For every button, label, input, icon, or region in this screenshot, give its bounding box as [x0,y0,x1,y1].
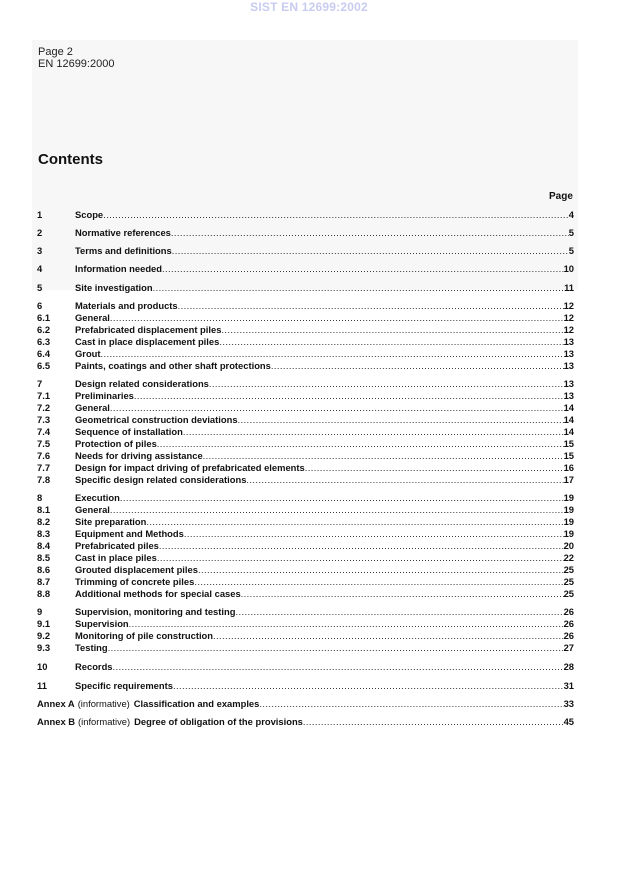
annex-type: (informative) [78,716,131,727]
toc-number: 7.6 [37,450,51,461]
toc-leader-dots [194,576,563,588]
toc-page-number: 25 [563,588,574,599]
toc-title: Specific requirements [75,680,173,691]
toc-page-number: 13 [563,360,574,371]
toc-number: 6.1 [37,312,51,323]
toc-number: 9.3 [37,642,51,653]
toc-leader-dots [213,630,564,642]
toc-title: Materials and products [75,300,178,311]
toc-number: 7.5 [37,438,51,449]
toc-entry[interactable] [37,426,574,438]
toc-page-number: 15 [563,450,574,461]
toc-title: Information needed [75,263,162,274]
toc-number: 8.6 [37,564,51,575]
toc-entry[interactable] [37,564,574,576]
toc-number: 8 [37,492,43,503]
annex-entry[interactable] [37,698,574,710]
toc-page-number: 5 [568,245,574,256]
toc-entry[interactable] [37,552,574,564]
toc-page-number: 5 [568,227,574,238]
toc-number: 7.7 [37,462,51,473]
toc-title: Specific design related considerations [75,474,247,485]
toc-page-number: 25 [563,564,574,575]
toc-leader-dots [246,474,563,486]
toc-page-number: 13 [563,378,574,389]
toc-title: Site preparation [75,516,147,527]
toc-entry[interactable] [37,227,574,239]
toc-leader-dots [134,390,564,402]
toc-entry[interactable] [37,540,574,552]
toc-number: 1 [37,209,43,220]
toc-page-number: 19 [563,492,574,503]
annex-title: Degree of obligation of the provisions [134,716,303,727]
toc-page-number: 27 [563,642,574,653]
toc-number: 3 [37,245,43,256]
toc-leader-dots [162,263,564,275]
toc-title: Protection of piles [75,438,157,449]
toc-title: Geometrical construction deviations [75,414,238,425]
toc-leader-dots [146,516,563,528]
annex-label: Annex A [37,698,75,709]
toc-title: Terms and definitions [75,245,172,256]
toc-title: Sequence of installation [75,426,183,437]
toc-title: Paints, coatings and other shaft protections [75,360,271,371]
toc-leader-dots [203,450,564,462]
toc-leader-dots [103,209,569,221]
toc-number: 8.7 [37,576,51,587]
annex-entry[interactable] [37,716,574,728]
toc-entry[interactable] [37,630,574,642]
toc-entry[interactable] [37,336,574,348]
toc-page-number: 26 [563,606,574,617]
toc-title: Needs for driving assistance [75,450,203,461]
toc-entry[interactable] [37,300,574,312]
toc-entry[interactable] [37,661,574,673]
toc-leader-dots [153,282,564,294]
toc-leader-dots [235,606,563,618]
toc-entry[interactable] [37,312,574,324]
toc-number: 7 [37,378,43,389]
toc-page-number: 26 [563,630,574,641]
toc-leader-dots [120,492,564,504]
toc-page-number: 20 [563,540,574,551]
toc-leader-dots [157,552,564,564]
toc-entry[interactable] [37,402,574,414]
toc-leader-dots [219,336,563,348]
toc-leader-dots [238,414,564,426]
toc-title: Prefabricated displacement piles [75,324,222,335]
toc-title: General [75,402,110,413]
toc-title: General [75,312,110,323]
toc-number: 9 [37,606,43,617]
toc-leader-dots [172,245,569,257]
toc-page-number: 11 [564,282,574,293]
toc-leader-dots [183,426,564,438]
toc-leader-dots [171,227,569,239]
toc-page-number: 22 [563,552,574,563]
toc-number: 6.5 [37,360,51,371]
toc-page-number: 26 [563,618,574,629]
toc-page-number: 12 [563,300,574,311]
toc-entry[interactable] [37,360,574,372]
toc-entry[interactable] [37,606,574,618]
toc-entry[interactable] [37,618,574,630]
toc-number: 6.2 [37,324,51,335]
toc-leader-dots [110,402,564,414]
toc-leader-dots [271,360,564,372]
toc-entry[interactable] [37,348,574,360]
toc-entry[interactable] [37,642,574,654]
toc-entry[interactable] [37,504,574,516]
toc-entry[interactable] [37,450,574,462]
toc-entry[interactable] [37,528,574,540]
toc-entry[interactable] [37,378,574,390]
toc-number: 7.1 [37,390,51,401]
toc-entry[interactable] [37,209,574,221]
page-title: Contents [38,151,103,168]
toc-entry[interactable] [37,263,574,275]
toc-number: 9.1 [37,618,51,629]
toc-page-number: 12 [563,324,574,335]
toc-page-number: 19 [563,516,574,527]
annex-title: Classification and examples [133,698,260,709]
toc-title: Supervision, monitoring and testing [75,606,236,617]
toc-number: 7.2 [37,402,51,413]
toc-title: Monitoring of pile construction [75,630,214,641]
toc-title: Scope [75,209,104,220]
toc-leader-dots [259,698,563,710]
toc-number: 11 [37,680,47,691]
toc-entry[interactable] [37,576,574,588]
toc-number: 8.5 [37,552,51,563]
toc-title: Normative references [75,227,171,238]
toc-entry[interactable] [37,516,574,528]
toc-number: 9.2 [37,630,51,641]
toc-page-number: 14 [563,426,574,437]
toc-page-number: 19 [563,528,574,539]
toc-entry[interactable] [37,680,574,692]
toc-entry[interactable] [37,245,574,257]
toc-entry[interactable] [37,390,574,402]
toc-title: Cast in place piles [75,552,157,563]
toc-page-number: 15 [563,438,574,449]
toc-leader-dots [157,438,564,450]
toc-entry[interactable] [37,438,574,450]
toc-title: Supervision [75,618,129,629]
toc-entry[interactable] [37,324,574,336]
toc-title: Site investigation [75,282,153,293]
toc-leader-dots [173,680,564,692]
toc-entry[interactable] [37,492,574,504]
toc-page-number: 25 [563,576,574,587]
toc-entry[interactable] [37,414,574,426]
toc-leader-dots [184,528,564,540]
toc-leader-dots [110,504,564,516]
toc-title: Design for impact driving of prefabricated elements [75,462,305,473]
toc-number: 6 [37,300,43,311]
toc-page-number: 31 [563,680,574,691]
toc-leader-dots [113,661,564,673]
annex-page-number: 45 [563,716,574,727]
toc-number: 8.2 [37,516,51,527]
toc-title: Prefabricated piles [75,540,159,551]
toc-title: Grout [75,348,101,359]
toc-leader-dots [303,716,564,728]
toc-title: General [75,504,110,515]
toc-number: 7.8 [37,474,51,485]
toc-title: Equipment and Methods [75,528,184,539]
standard-id: EN 12699:2000 [38,58,115,70]
toc-title: Records [75,661,113,672]
annex-label: Annex B [37,716,76,727]
toc-number: 7.4 [37,426,51,437]
toc-leader-dots [159,540,564,552]
toc-page-number: 14 [563,402,574,413]
toc-title: Cast in place displacement piles [75,336,220,347]
toc-number: 2 [37,227,43,238]
toc-page-number: 4 [568,209,574,220]
toc-number: 5 [37,282,43,293]
toc-entry[interactable] [37,462,574,474]
toc-number: 10 [37,661,48,672]
page-number: Page 2 [38,46,73,58]
toc-page-number: 28 [563,661,574,672]
toc-page-number: 13 [563,390,574,401]
toc-number: 8.3 [37,528,51,539]
toc-entry[interactable] [37,474,574,486]
toc-title: Preliminaries [75,390,134,401]
toc-page-number: 16 [563,462,574,473]
toc-title: Execution [75,492,120,503]
toc-title: Grouted displacement piles [75,564,198,575]
toc-title: Design related considerations [75,378,209,389]
toc-leader-dots [209,378,564,390]
toc-page-number: 13 [563,348,574,359]
toc-page-number: 14 [563,414,574,425]
toc-leader-dots [108,642,564,654]
toc-leader-dots [198,564,564,576]
toc-leader-dots [241,588,564,600]
toc-entry[interactable] [37,588,574,600]
toc-number: 8.4 [37,540,51,551]
toc-number: 6.3 [37,336,51,347]
annex-page-number: 33 [563,698,574,709]
toc-page-number: 19 [563,504,574,515]
toc-number: 6.4 [37,348,51,359]
toc-page-number: 12 [563,312,574,323]
annex-type: (informative) [77,698,130,709]
toc-title: Trimming of concrete piles [75,576,195,587]
toc-number: 8.1 [37,504,51,515]
toc-page-number: 13 [563,336,574,347]
toc-leader-dots [178,300,564,312]
page-column-label: Page [549,191,573,202]
toc-page-number: 10 [563,263,574,274]
toc-leader-dots [129,618,564,630]
toc-title: Additional methods for special cases [75,588,241,599]
toc-leader-dots [305,462,564,474]
toc-leader-dots [110,312,564,324]
toc-page-number: 17 [563,474,574,485]
toc-leader-dots [101,348,564,360]
toc-number: 7.3 [37,414,51,425]
toc-entry[interactable] [37,282,574,294]
watermark: SIST EN 12699:2002 [250,0,368,14]
toc-number: 8.8 [37,588,51,599]
toc-title: Testing [75,642,108,653]
toc-number: 4 [37,263,43,274]
toc-leader-dots [221,324,563,336]
